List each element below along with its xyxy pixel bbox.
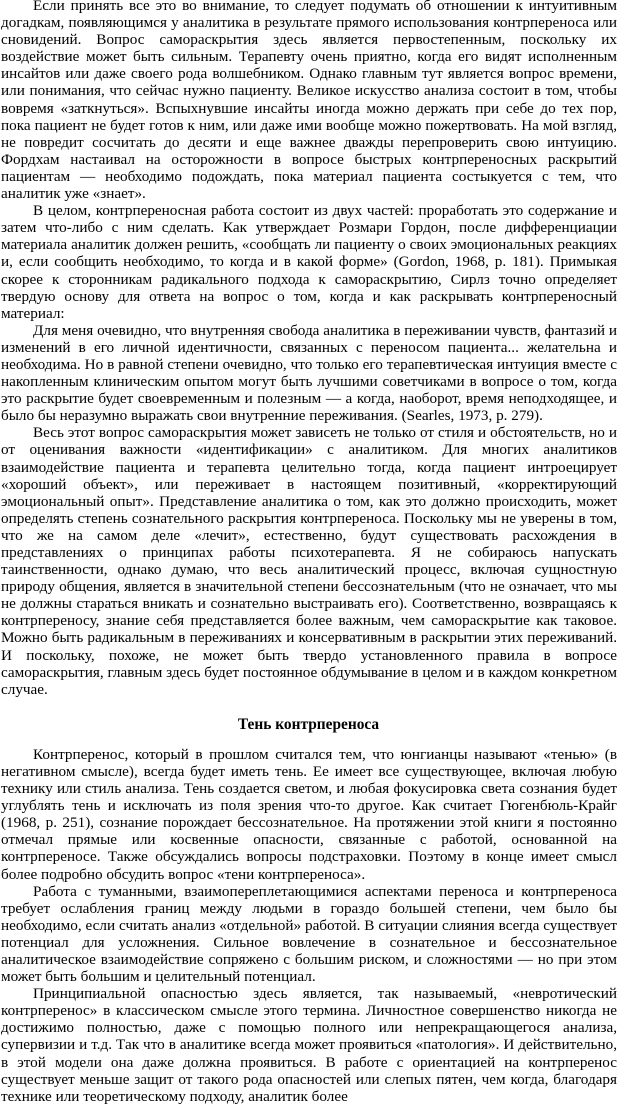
paragraph-searles-quote: Для меня очевидно, что внутренняя свобода аналитика в переживании чувств, фантазий и изменений в его личной идентичности, связанных с переносом пациента... желательна и необходима. Но в равной степени очевидно, что только его терапевтическая интуиция вместе с накопленным клиническим опытом могут быть лучшими советчиками в вопросе о том, когда это раскрытие будет своевременным и полезным — а когда, наоборот, время неподходящее, и было бы неразумно выражать свои внутренние переживания. (Searles, 1973, p. 279). bbox=[1, 321, 617, 425]
paragraph-two-parts: В целом, контрпереносная работа состоит из двух частей: проработать это содержание и затем что-либо с ним сделать. Как утверждает Розмари Гордон, после дифференциации материала аналитик должен решить, «сообщать ли пациенту о своих эмоциональных реакциях и, если сообщить необходимо, то когда и в какой форме» (Gordon, 1968, p. 181). Примыкая скорее к сторонникам радикального подхода к самораскрытию, Сирлз точно определяет твердую основу для ответа на вопрос о том, когда и как раскрывать контрпереносный материал: bbox=[1, 202, 617, 322]
section-heading: Тень контрпереноса bbox=[237, 715, 380, 733]
paragraph-neurotic-countertransference: Принципиальной опасностью здесь является, так называемый, «невротический контрперенос» в классическом смысле этого термина. Личностное совершенство никогда не достижимо полностью, даже с помощью полного или непрекращающегося анализа, супервизии и т.д. Так что в аналитике всегда может проявиться «патология». И действительно, в этой модели она даже должна проявиться. В работе с ориентацией на контрперенос существует меньше защит от такого рода опасностей или слепых пятен, чем когда, благодаря технике или теоретическому подходу, аналитик более bbox=[1, 985, 617, 1105]
paragraph-boundaries: Работа с туманными, взаимопереплетающимися аспектами переноса и контрпереноса требует ослабления границ между людьми в гораздо большей степени, чем было бы необходимо, если считать анализ «отдельной» работой. В ситуации слияния всегда существует потенциал для усложнения. Сильное вовлечение в сознательное и бессознательное аналитическое взаимодействие сопряжено с большим риском, и сложностями — но при этом может быть большим и целительный потенциал. bbox=[1, 882, 617, 986]
paragraph-shadow: Контрперенос, который в прошлом считался тем, что юнгианцы называют «тенью» (в негативном смысле), всегда будет иметь тень. Ее имеет все существующее, включая любую технику или стиль анализа. Тень создается светом, и любая фокусировка света сознания будет углублять тень и исключать из поля зрения что-то другое. Как считает Гюгенбюль-Крайг (1968, p. 251), сознание порождает бессознательное. На протяжении этой книги я постоянно отмечал прямые или косвенные опасности, связанные с работой, основанной на контрпереносе. Также обсуждались вопросы подстраховки. Поэтому в конце имеет смысл более подробно обсудить вопрос «тени контрпереноса». bbox=[1, 745, 617, 883]
paragraph-self-disclosure: Весь этот вопрос самораскрытия может зависеть не только от стиля и обстоятельств, но и от оценивания важности «идентификации» с аналитиком. Для многих аналитиков взаимодействие пациента и терапевта целительно тогда, когда пациент интроецирует «хороший объект», или переживает в настоящем позитивный, «корректирующий эмоциональный опыт». Представление аналитика о том, как это должно происходить, может определять степень сознательного раскрытия контрпереноса. Поскольку мы не уверены в том, что же на самом деле «лечит», естественно, будут существовать расхождения в представлениях о принципах работы психотерапевта. Я не собираюсь напускать таинственности, однако думаю, что весь аналитический процесс, включая сущностную природу общения, является в значительной степени бессознательным (что не означает, что мы не должны стараться вникать и сознательно выстраивать его). Соответственно, возвращаясь к контрпереносу, знание себя представляется более важным, чем самораскрытие как таковое. Можно быть радикальным в переживаниях и консервативным в раскрытии этих переживаний. И поскольку, похоже, не может быть твердо установленного правила в вопросе самораскрытия, главным здесь будет постоянное обдумывание в целом и в каждом конкретном случае. bbox=[1, 424, 617, 698]
paragraph-intuition: Если принять все это во внимание, то следует подумать об отношении к интуитивным догадкам, появляющимся у аналитика в результате прямого использования контрпереноса или сновидений. Вопрос самораскрытия здесь является первостепенным, поскольку их воздействие может быть сильным. Терапевту очень приятно, когда его видят исполненным инсайтов или даже своего рода волшебником. Однако главным тут является вопрос времени, или понимания, что сейчас нужно пациенту. Великое искусство анализа состоит в том, чтобы вовремя «заткнуться». Вспыхнувшие инсайты иногда можно держать при себе до тех пор, пока пациент не будет готов к ним, или даже ими вообще можно пожертвовать. На мой взгляд, не повредит сосчитать до десяти и еще важнее дважды перепроверить свою интуицию. Фордхам настаивал на осторожности в вопросе быстрых контрпереносных раскрытий пациентам — необходимо подождать, пока материал пациента состыкуется с тем, что аналитик уже «знает». bbox=[1, 0, 617, 203]
